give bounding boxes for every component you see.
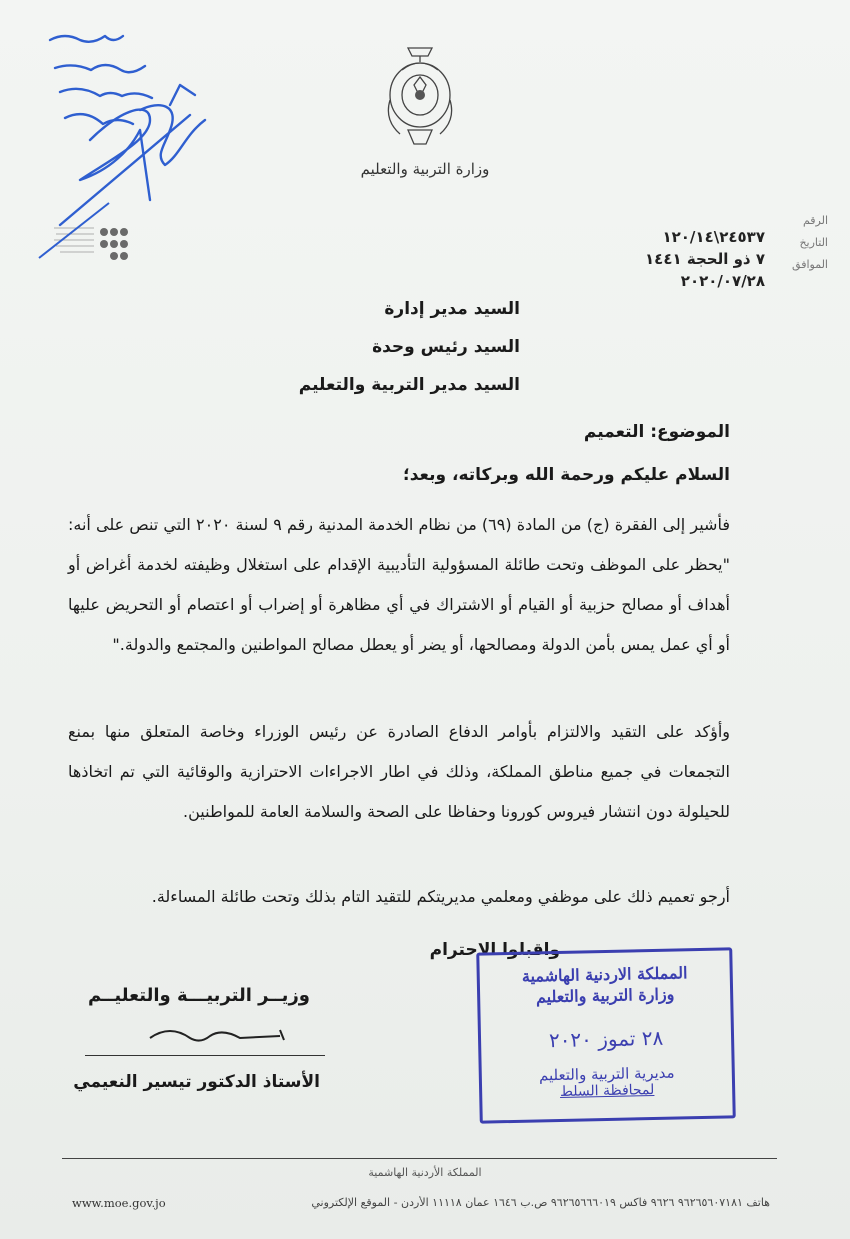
stamp-date: ٢٨ تموز ٢٠٢٠ [548,1025,664,1053]
reference-values [590,226,765,292]
signatory-title: وزيــر التربيـــة والتعليــم [87,985,310,1006]
reference-number-label: الرقم [802,214,828,227]
ministry-title: وزارة التربية والتعليم [360,160,490,178]
letter-closing: واقبلوا الاحترام [429,940,560,960]
stamp-ministry: وزارة التربية والتعليم [535,984,675,1007]
stamp-governorate: لمحافظة السلط [559,1082,655,1100]
addressee-line: السيد مدير إدارة [384,299,520,319]
body-paragraph: وأؤكد على التقيد والالتزام بأوامر الدفاع الصادرة عن رئيس الوزراء وخاصة المتعلق منها بمنع التجمعات في جميع مناطق المملكة، وذلك في اطار الاجراءات الاحترازية والوقائية التي تم اتخاذها للحيلولة دون انتشار فيروس كورونا وحفاظا على الصحة والسلامة العامة للمواطنين. [68,722,730,821]
handwritten-annotation [20,10,220,230]
stamp-directorate: مديرية التربية والتعليم [538,1063,675,1085]
letter-greeting: السلام عليكم ورحمة الله وبركاته، وبعد؛ [402,465,730,485]
reference-corresponding-label: الموافق [792,258,828,271]
reference-date-label: التاريخ [799,236,828,249]
hijri-date: ٧ ذو الحجة ١٤٤١ [645,250,765,268]
jordan-crest-emblem [378,40,462,160]
body-paragraph: فأشير إلى الفقرة (ج) من المادة (٦٩) من نظام الخدمة المدنية رقم ٩ لسنة ٢٠٢٠ التي تنص على أنه: "يحظر على الموظف وتحت طائلة المسؤولية التأديبية الإقدام على استغلال وظيفته لخدمة أغراض أو أهداف أو مصالح حزبية أو القيام أو الاشتراك في أي مظاهرة أو إضراب أو اعتصام أو التحريض عليها أو أي عمل يمس بأمن الدولة ومصالحها، أو يضر أو يعطل مصالح المواطنين والمجتمع والدولة." [68,515,730,654]
ministry-seal-mark [34,198,134,273]
handwritten-signature [140,1020,300,1050]
signature-line [85,1055,325,1056]
reference-number: ٢٤٥٣٧\١٢٠/١٤ [662,228,765,246]
incoming-mail-stamp [476,947,736,1123]
gregorian-date: ٢٠٢٠/٠٧/٢٨ [680,272,765,290]
addressee-line: السيد مدير التربية والتعليم [298,375,520,395]
signatory-name: الأستاذ الدكتور تيسير النعيمي [73,1072,320,1092]
addressee-line: السيد رئيس وحدة [372,337,520,357]
footer-website-link[interactable]: www.moe.gov.jo [72,1196,166,1210]
body-paragraph: أرجو تعميم ذلك على موظفي ومعلمي مديريتكم للتقيد التام بذلك وتحت طائلة المساءلة. [151,887,730,906]
letter-subject: الموضوع: التعميم [583,422,730,442]
stamp-kingdom: المملكة الاردنية الهاشمية [521,963,688,986]
addressee-list [260,290,520,404]
footer-kingdom: المملكة الأردنية الهاشمية [368,1166,482,1179]
footer-contact-info: هاتف ٩٦٢٦٥٦٠٧١٨١ ٩٦٢٦ فاكس ٩٦٢٦٥٦٦٦٠١٩ ص.ب ١٦٤٦ عمان ١١١١٨ الأردن - الموقع الإلكتروني [311,1196,770,1209]
footer-divider [62,1158,777,1159]
reference-labels [768,210,828,276]
